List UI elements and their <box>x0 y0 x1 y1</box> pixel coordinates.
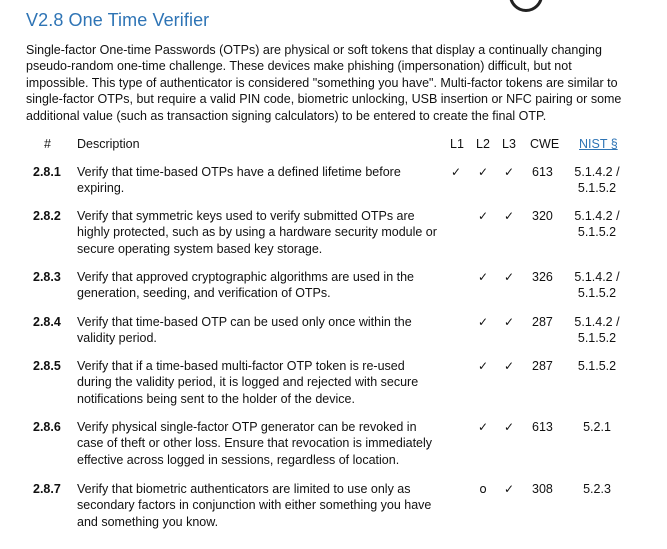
row-nist: 5.1.4.2 / 5.1.5.2 <box>574 209 620 240</box>
header-l1: L1 <box>450 137 464 151</box>
row-nist: 5.1.5.2 <box>577 359 617 373</box>
header-description: Description <box>77 137 140 151</box>
row-description: Verify that time-based OTPs have a defined lifetime before expiring. <box>77 165 401 196</box>
row-l2-check: ✓ <box>477 359 489 373</box>
row-nist: 5.1.4.2 / 5.1.5.2 <box>574 165 620 196</box>
row-nist: 5.2.3 <box>583 482 611 496</box>
row-num: 2.8.4 <box>33 315 61 329</box>
header-l2: L2 <box>476 137 490 151</box>
row-num: 2.8.1 <box>33 165 61 179</box>
row-cwe: 613 <box>532 420 553 434</box>
header-l3: L3 <box>502 137 516 151</box>
header-cwe: CWE <box>530 137 560 151</box>
row-l2-check: ✓ <box>477 270 489 284</box>
row-l2-check: ✓ <box>477 420 489 434</box>
header-nist-link[interactable]: NIST § <box>579 137 618 151</box>
table-header <box>0 137 667 155</box>
row-num: 2.8.3 <box>33 270 61 284</box>
row-cwe: 287 <box>532 359 553 373</box>
section-intro: Single-factor One-time Passwords (OTPs) are physical or soft tokens that display a continually changing pseudo-random one-time challenge. These devices make phishing (impersonation) difficult, but not impossible. This type of authenticator is considered "something you have". Multi-factor tokens are similar to single-factor OTPs, but require a valid PIN code, biometric unlocking, USB insertion or NFC pairing or some additional value (such as transaction signing calculators) to be entered to create the final OTP. <box>26 43 622 123</box>
section-title: V2.8 One Time Verifier <box>26 10 210 30</box>
row-cwe: 287 <box>532 315 553 329</box>
row-l3-check: ✓ <box>503 165 515 179</box>
page-marker-circle-icon <box>509 0 543 12</box>
row-l3-check: ✓ <box>503 359 515 373</box>
row-description: Verify that if a time-based multi-factor OTP token is re-used during the validity period, it is logged and rejected with secure notifications being sent to the holder of the device. <box>77 359 419 406</box>
row-l2-check: ✓ <box>477 315 489 329</box>
row-description: Verify that time-based OTP can be used only once within the validity period. <box>77 315 412 346</box>
row-num: 2.8.6 <box>33 420 61 434</box>
row-nist: 5.1.4.2 / 5.1.5.2 <box>574 315 620 346</box>
row-l3-check: ✓ <box>503 482 515 496</box>
row-l3-check: ✓ <box>503 209 515 223</box>
row-cwe: 326 <box>532 270 553 284</box>
row-num: 2.8.5 <box>33 359 61 373</box>
row-description: Verify that symmetric keys used to verify submitted OTPs are highly protected, such as by using a hardware security module or secure operating system based key storage. <box>77 209 437 256</box>
row-num: 2.8.2 <box>33 209 61 223</box>
row-l2-check: ✓ <box>477 165 489 179</box>
row-num: 2.8.7 <box>33 482 61 496</box>
row-l2-check: ✓ <box>477 209 489 223</box>
row-l3-check: ✓ <box>503 315 515 329</box>
row-l3-check: ✓ <box>503 270 515 284</box>
row-nist: 5.1.4.2 / 5.1.5.2 <box>574 270 620 301</box>
row-cwe: 320 <box>532 209 553 223</box>
row-l3-check: ✓ <box>503 420 515 434</box>
row-description: Verify physical single-factor OTP generator can be revoked in case of theft or other loss. Ensure that revocation is immediately effective across logged in sessions, regardless of location. <box>77 420 433 467</box>
row-nist: 5.2.1 <box>583 420 611 434</box>
row-description: Verify that approved cryptographic algorithms are used in the generation, seeding, and verification of OTPs. <box>77 270 414 301</box>
row-description: Verify that biometric authenticators are limited to use only as secondary factors in conjunction with either something you have and something you know. <box>77 482 432 529</box>
row-cwe: 308 <box>532 482 553 496</box>
row-l2-check: o <box>479 482 487 496</box>
header-num: # <box>44 137 51 151</box>
row-l1-check: ✓ <box>450 165 462 179</box>
row-cwe: 613 <box>532 165 553 179</box>
